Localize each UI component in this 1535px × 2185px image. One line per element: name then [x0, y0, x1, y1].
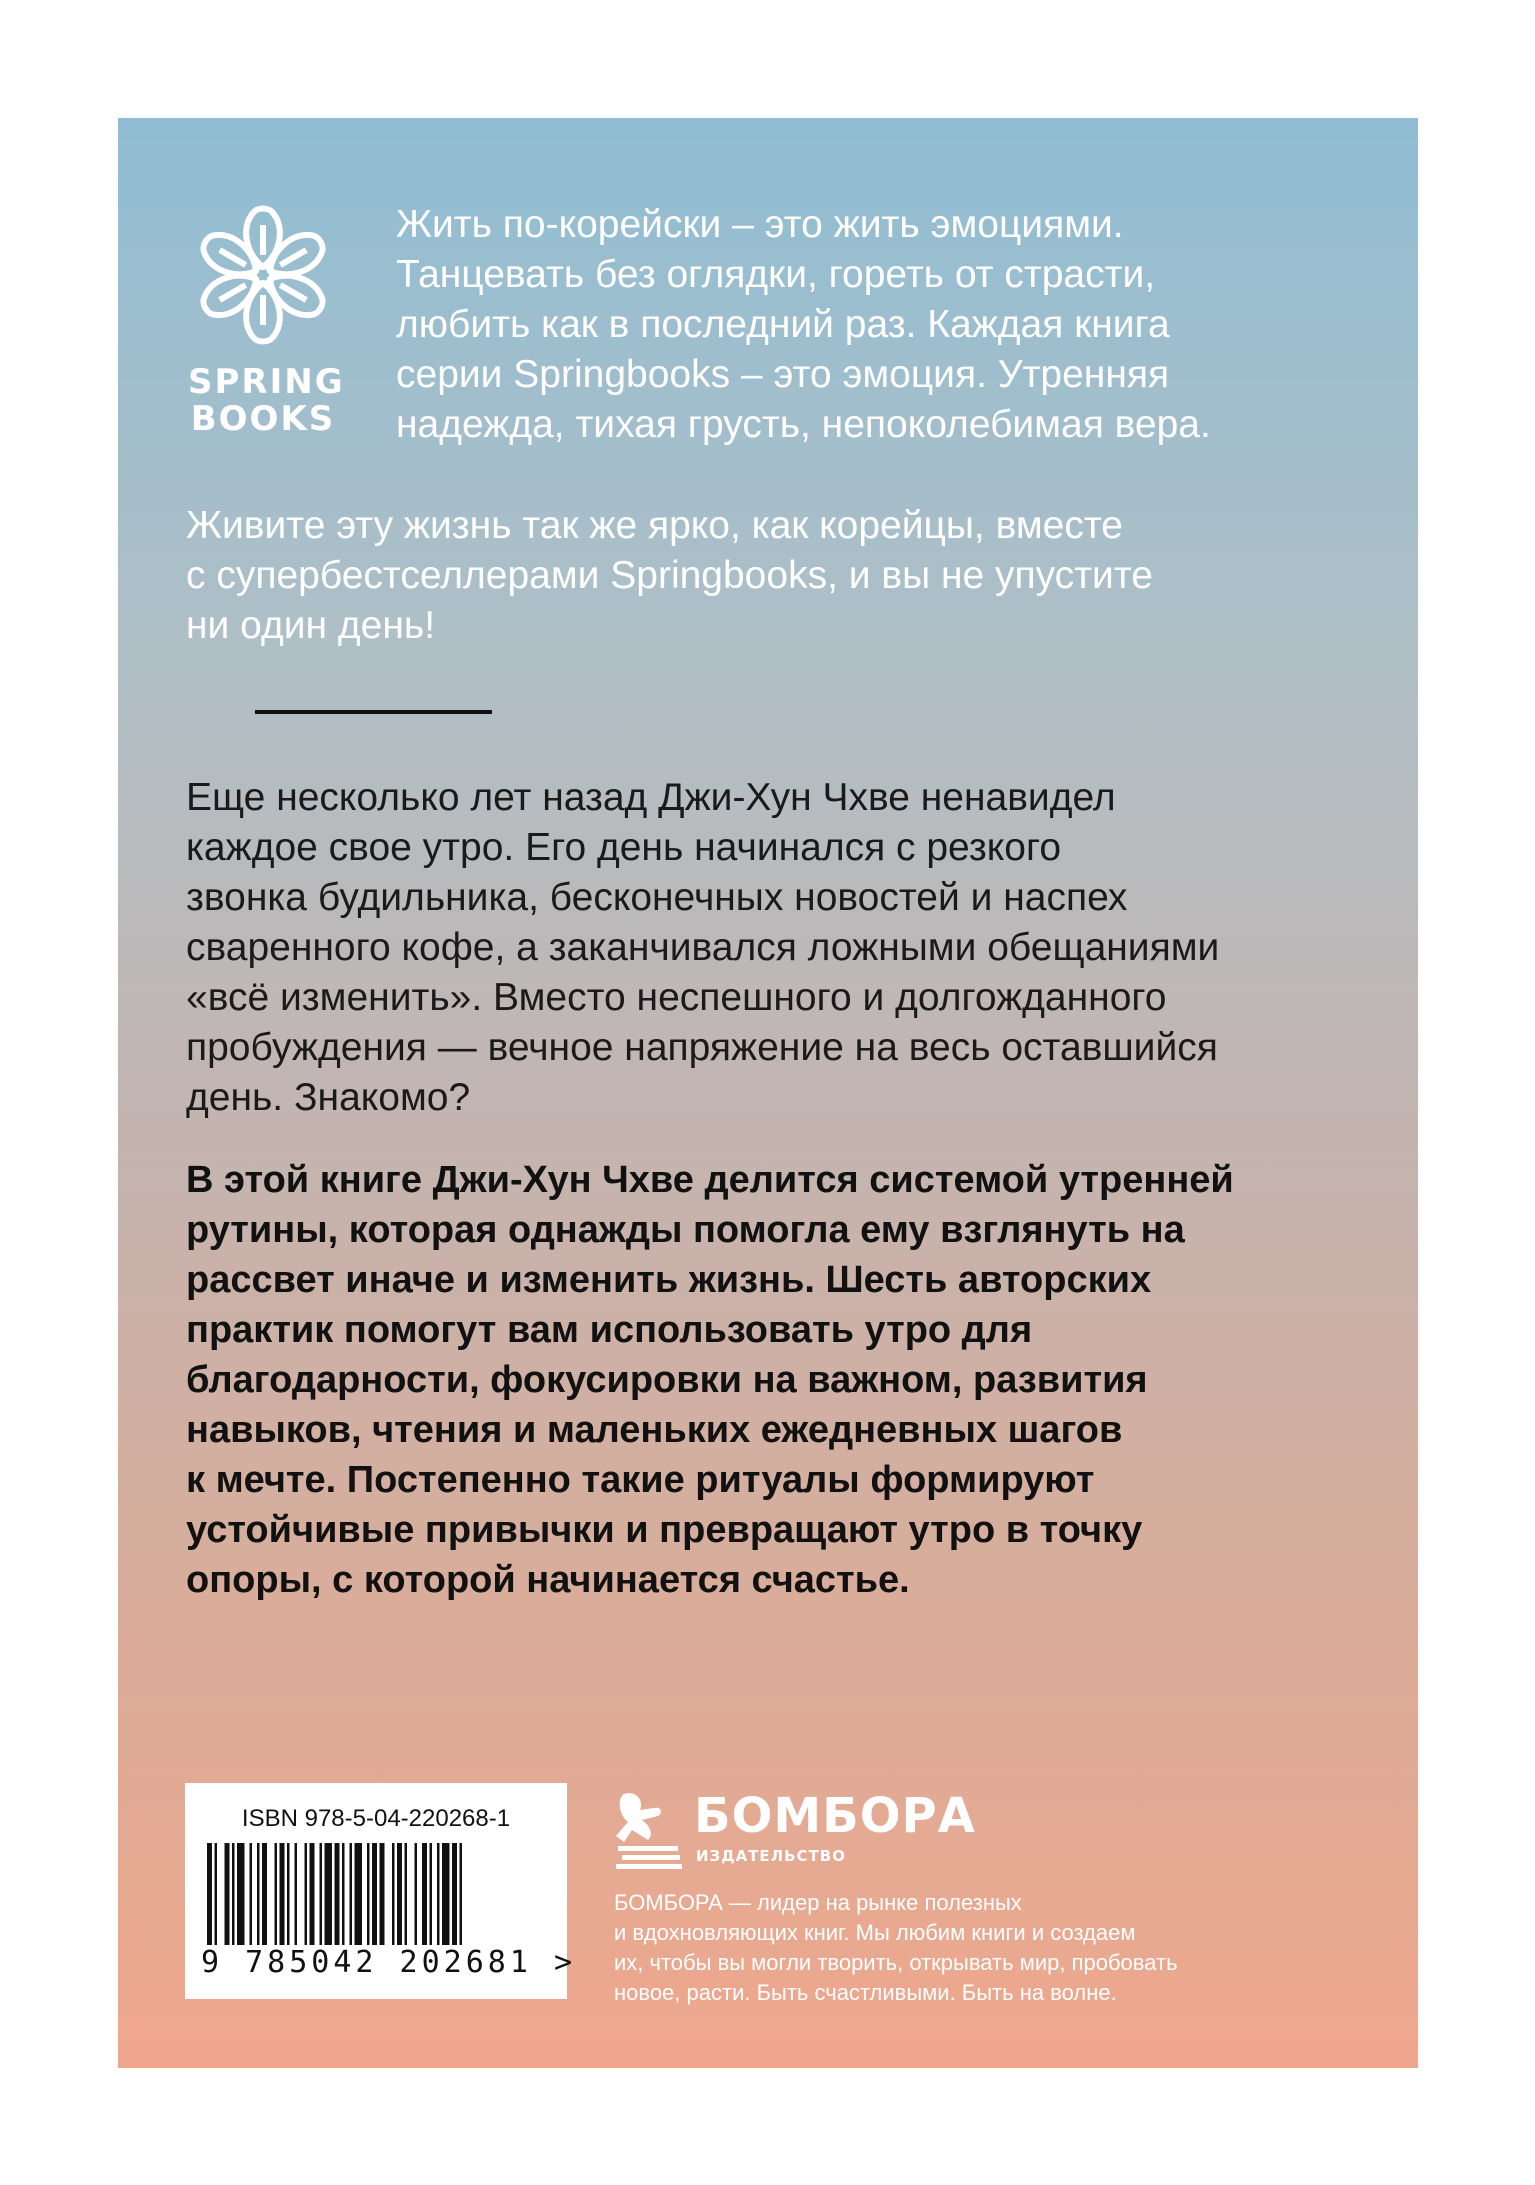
barcode-bar: [342, 1843, 345, 1945]
barcode-bar: [442, 1843, 450, 1945]
barcode-bar: [215, 1843, 218, 1945]
publisher-description: БОМБОРА — лидер на рынке полезных и вдохновляющих книг. Мы любим книги и создаем их, чтобы вы могли творить, открывать мир, пробовать новое, расти. Быть счастливыми. Быть на волне.: [614, 1890, 1178, 2005]
barcode-bar: [437, 1843, 440, 1945]
barcode-bar: [250, 1843, 253, 1945]
barcode-bar: [287, 1843, 290, 1945]
publisher-logo-icon: [614, 1786, 688, 1874]
series-call-to-action: Живите эту жизнь так же ярко, как корейцы, вместе с супербестселлерами Springbooks, и вы не упустите ни один день!: [186, 504, 1153, 647]
isbn-label: ISBN 978-5-04-220268-1: [241, 1805, 511, 1832]
barcode-bar: [415, 1843, 418, 1945]
barcode-bar: [275, 1843, 278, 1945]
logo-line-2: BOOKS: [190, 399, 336, 439]
barcode-bar: [452, 1843, 457, 1945]
barcode-bars: [207, 1843, 545, 1945]
barcode-digits: 9 785042 202681 >: [201, 1945, 577, 1980]
description-paragraph: Еще несколько лет назад Джи-Хун Чхве ненавидел каждое свое утро. Его день начинался с резкого звонка будильника, бесконечных новостей и наспех сваренного кофе, а заканчивался ложными обещаниями «всё изменить». Вместо неспешного и долгожданного пробуждения — вечное напряжение на весь оставшийся день. Знакомо?: [186, 776, 1220, 1119]
barcode-bar: [310, 1843, 315, 1945]
barcode-bar: [430, 1843, 433, 1945]
barcode-bar: [262, 1843, 267, 1945]
flower-icon: [188, 200, 338, 350]
barcode-bar: [367, 1843, 370, 1945]
divider: [255, 710, 492, 714]
barcode-bar: [460, 1843, 463, 1945]
barcode-bar: [207, 1843, 212, 1945]
barcode-bar: [232, 1843, 235, 1945]
barcode-bar: [305, 1843, 308, 1945]
barcode-bar: [325, 1843, 333, 1945]
barcode-bar: [225, 1843, 230, 1945]
springbooks-logo: [188, 200, 345, 439]
barcode-bar: [280, 1843, 285, 1945]
isbn-barcode: [185, 1783, 577, 1999]
barcode-bar: [295, 1843, 298, 1945]
barcode-bar: [237, 1843, 245, 1945]
description-bold-paragraph: В этой книге Джи-Хун Чхве делится системой утренней рутины, которая однажды помогла ему взглянуть на рассвет иначе и изменить жизнь. Шесть авторских практик помогут вам использовать утро для благодарности, фокусировки на важном, развития навыков, чтения и маленьких ежедневных шагов к мечте. Постепенно такие ритуалы формируют устойчивые привычки и превращают утро в точку опоры, с которой начинается счастье.: [186, 1159, 1234, 1601]
barcode-bar: [380, 1843, 385, 1945]
barcode-bar: [350, 1843, 353, 1945]
barcode-bar: [397, 1843, 402, 1945]
barcode-bar: [355, 1843, 363, 1945]
publisher-name: БОМБОРА: [694, 1788, 976, 1844]
back-cover: [118, 118, 1418, 2068]
barcode-bar: [257, 1843, 260, 1945]
barcode-bar: [335, 1843, 340, 1945]
publisher-logo: [614, 1786, 976, 1874]
barcode-bar: [405, 1843, 408, 1945]
publisher-subtitle: ИЗДАТЕЛЬСТВО: [696, 1847, 846, 1865]
barcode-bar: [392, 1843, 395, 1945]
barcode-bar: [422, 1843, 427, 1945]
barcode-bar: [372, 1843, 377, 1945]
logo-line-1: SPRING: [188, 362, 345, 402]
series-intro: Жить по-корейски – это жить эмоциями. Танцевать без оглядки, гореть от страсти, любить как в последний раз. Каждая книга серии Springbooks – это эмоция. Утренняя надежда, тихая грусть, непоколебимая вера.: [396, 203, 1211, 446]
barcode-bar: [320, 1843, 323, 1945]
